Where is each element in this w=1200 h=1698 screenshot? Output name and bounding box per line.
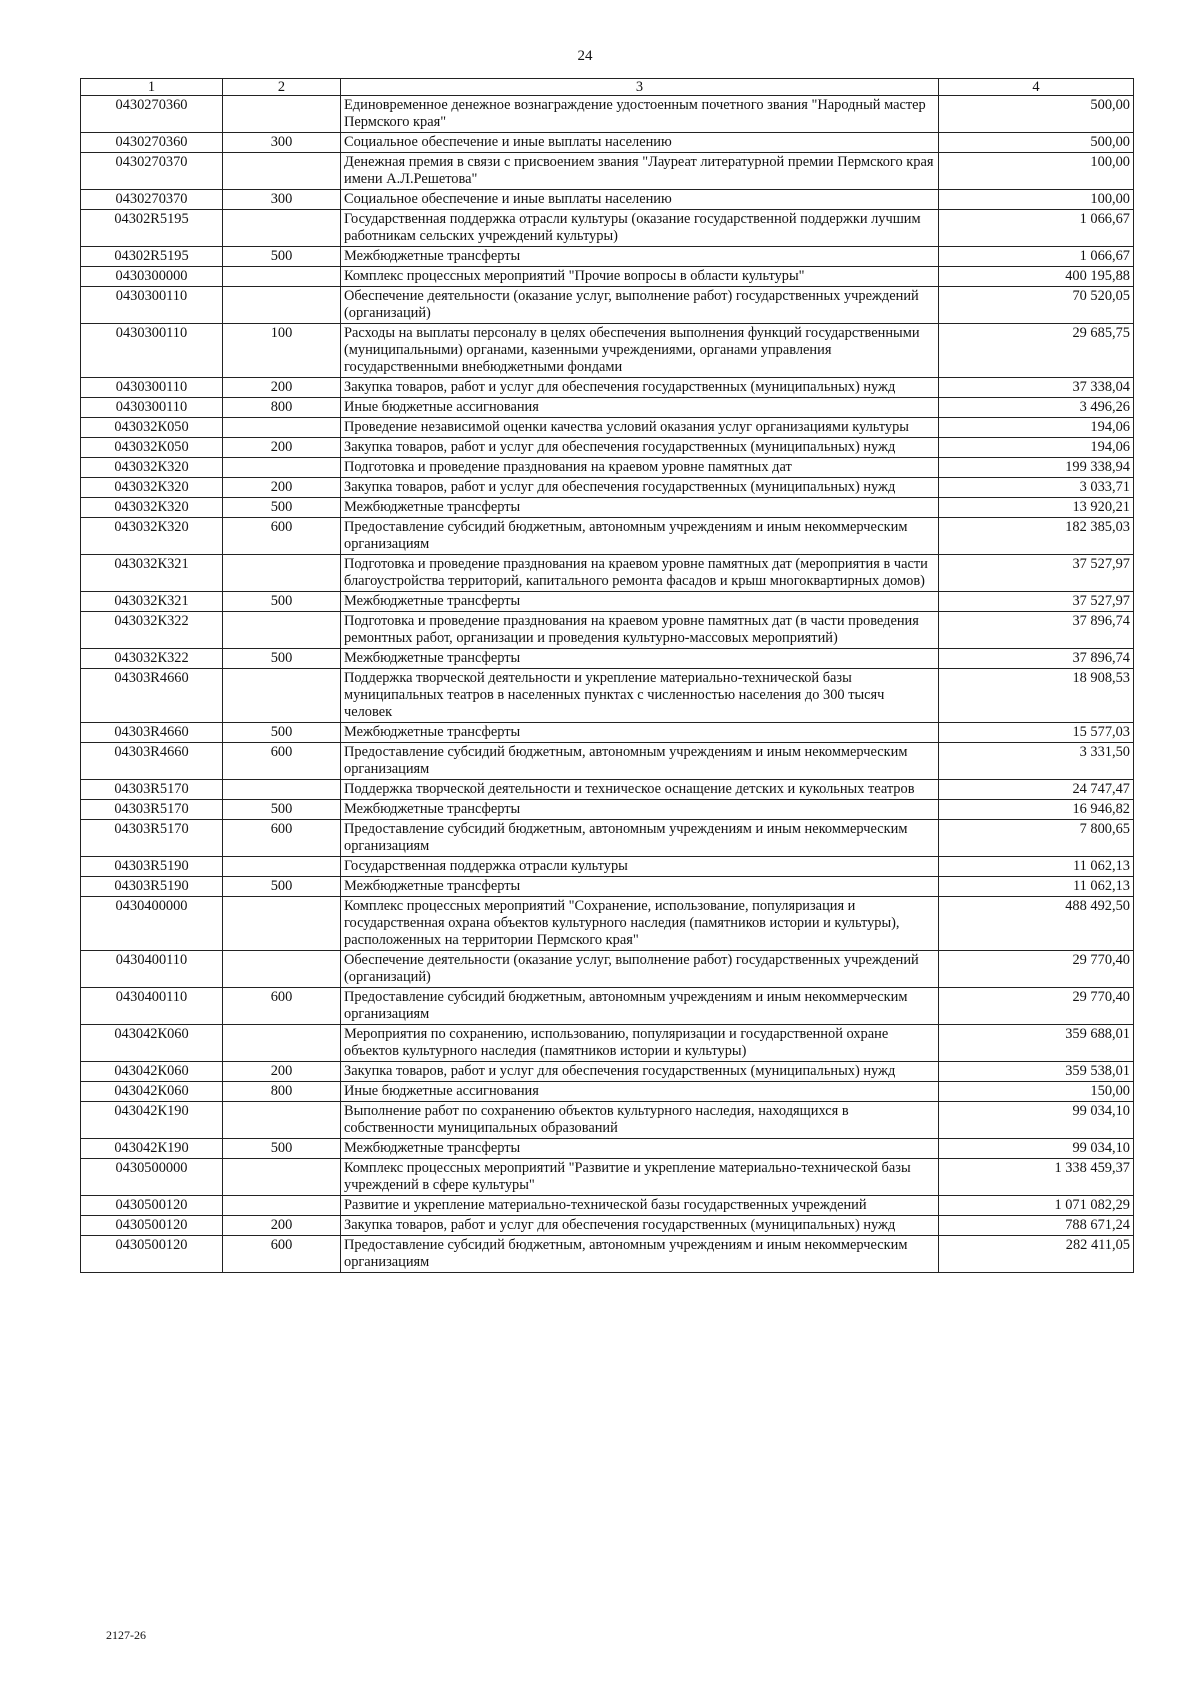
- cell-group: [223, 1196, 341, 1216]
- cell-amount: 37 896,74: [939, 612, 1134, 649]
- cell-group: [223, 951, 341, 988]
- cell-name: Межбюджетные трансферты: [341, 247, 939, 267]
- cell-amount: 29 685,75: [939, 324, 1134, 378]
- cell-name: Обеспечение деятельности (оказание услуг, выполнение работ) государственных учреждений (организаций): [341, 287, 939, 324]
- cell-amount: 1 066,67: [939, 247, 1134, 267]
- table-row: [81, 555, 1134, 592]
- table-row: [81, 800, 1134, 820]
- cell-name: Обеспечение деятельности (оказание услуг, выполнение работ) государственных учреждений (организаций): [341, 951, 939, 988]
- cell-code: 043032К320: [81, 518, 223, 555]
- cell-amount: 194,06: [939, 418, 1134, 438]
- cell-group: 500: [223, 498, 341, 518]
- cell-group: 600: [223, 743, 341, 780]
- cell-code: 043032К050: [81, 438, 223, 458]
- cell-group: 500: [223, 877, 341, 897]
- cell-code: 043032К320: [81, 458, 223, 478]
- cell-group: [223, 555, 341, 592]
- cell-group: 200: [223, 478, 341, 498]
- cell-name: Мероприятия по сохранению, использованию, популяризации и государственной охране объектов культурного наследия (памятников истории и культуры): [341, 1025, 939, 1062]
- budget-table: [80, 78, 1134, 1273]
- table-row: [81, 96, 1134, 133]
- table-row: [81, 1062, 1134, 1082]
- cell-code: 043032К321: [81, 592, 223, 612]
- table-row: [81, 378, 1134, 398]
- cell-group: [223, 287, 341, 324]
- cell-code: 0430400000: [81, 897, 223, 951]
- cell-name: Предоставление субсидий бюджетным, автономным учреждениям и иным некоммерческим организациям: [341, 820, 939, 857]
- table-row: [81, 951, 1134, 988]
- table-row: [81, 1159, 1134, 1196]
- cell-code: 0430500120: [81, 1196, 223, 1216]
- cell-group: 600: [223, 820, 341, 857]
- cell-amount: 3 033,71: [939, 478, 1134, 498]
- table-row: [81, 478, 1134, 498]
- table-row: [81, 324, 1134, 378]
- cell-group: 600: [223, 1236, 341, 1273]
- cell-code: 0430400110: [81, 988, 223, 1025]
- cell-code: 04303R5190: [81, 877, 223, 897]
- cell-group: [223, 96, 341, 133]
- cell-name: Межбюджетные трансферты: [341, 1139, 939, 1159]
- cell-code: 043032К322: [81, 649, 223, 669]
- table-row: [81, 1216, 1134, 1236]
- cell-amount: 150,00: [939, 1082, 1134, 1102]
- cell-code: 043032К320: [81, 478, 223, 498]
- cell-group: 100: [223, 324, 341, 378]
- cell-code: 0430500120: [81, 1216, 223, 1236]
- table-row: [81, 780, 1134, 800]
- table-row: [81, 133, 1134, 153]
- cell-code: 0430300110: [81, 398, 223, 418]
- cell-amount: 500,00: [939, 96, 1134, 133]
- cell-name: Комплекс процессных мероприятий "Прочие вопросы в области культуры": [341, 267, 939, 287]
- cell-group: [223, 210, 341, 247]
- cell-group: 800: [223, 1082, 341, 1102]
- cell-group: [223, 857, 341, 877]
- cell-name: Проведение независимой оценки качества условий оказания услуг организациями культуры: [341, 418, 939, 438]
- cell-group: 500: [223, 247, 341, 267]
- cell-group: [223, 1102, 341, 1139]
- table-row: [81, 498, 1134, 518]
- cell-amount: 99 034,10: [939, 1139, 1134, 1159]
- cell-code: 0430500000: [81, 1159, 223, 1196]
- table-row: [81, 857, 1134, 877]
- column-header-group: 2: [223, 79, 341, 96]
- cell-code: 04303R4660: [81, 743, 223, 780]
- cell-name: Иные бюджетные ассигнования: [341, 1082, 939, 1102]
- footer-code: 2127-26: [106, 1628, 146, 1642]
- table-row: [81, 247, 1134, 267]
- cell-name: Государственная поддержка отрасли культуры: [341, 857, 939, 877]
- cell-amount: 788 671,24: [939, 1216, 1134, 1236]
- cell-group: 300: [223, 190, 341, 210]
- cell-name: Предоставление субсидий бюджетным, автономным учреждениям и иным некоммерческим организациям: [341, 743, 939, 780]
- cell-group: [223, 153, 341, 190]
- cell-amount: 16 946,82: [939, 800, 1134, 820]
- cell-amount: 11 062,13: [939, 857, 1134, 877]
- cell-name: Развитие и укрепление материально-технической базы государственных учреждений: [341, 1196, 939, 1216]
- cell-code: 0430270360: [81, 133, 223, 153]
- cell-code: 043042К190: [81, 1139, 223, 1159]
- cell-group: 500: [223, 723, 341, 743]
- table-row: [81, 418, 1134, 438]
- table-row: [81, 877, 1134, 897]
- cell-name: Предоставление субсидий бюджетным, автономным учреждениям и иным некоммерческим организациям: [341, 988, 939, 1025]
- cell-name: Выполнение работ по сохранению объектов культурного наследия, находящихся в собственности муниципальных образований: [341, 1102, 939, 1139]
- cell-group: [223, 418, 341, 438]
- cell-code: 043042К060: [81, 1062, 223, 1082]
- cell-code: 0430300000: [81, 267, 223, 287]
- cell-name: Закупка товаров, работ и услуг для обеспечения государственных (муниципальных) нужд: [341, 1216, 939, 1236]
- cell-amount: 400 195,88: [939, 267, 1134, 287]
- cell-amount: 15 577,03: [939, 723, 1134, 743]
- cell-code: 04303R5170: [81, 800, 223, 820]
- cell-name: Предоставление субсидий бюджетным, автономным учреждениям и иным некоммерческим организациям: [341, 518, 939, 555]
- column-header-name: 3: [341, 79, 939, 96]
- table-row: [81, 897, 1134, 951]
- cell-group: [223, 669, 341, 723]
- table-row: [81, 649, 1134, 669]
- cell-code: 04303R5190: [81, 857, 223, 877]
- cell-code: 043042К060: [81, 1082, 223, 1102]
- cell-amount: 1 066,67: [939, 210, 1134, 247]
- table-row: [81, 592, 1134, 612]
- cell-amount: 29 770,40: [939, 951, 1134, 988]
- cell-name: Комплекс процессных мероприятий "Развитие и укрепление материально-технической базы учреждений в сфере культуры": [341, 1159, 939, 1196]
- cell-code: 0430400110: [81, 951, 223, 988]
- cell-code: 04303R4660: [81, 723, 223, 743]
- table-row: [81, 518, 1134, 555]
- cell-amount: 282 411,05: [939, 1236, 1134, 1273]
- cell-code: 0430300110: [81, 324, 223, 378]
- cell-name: Межбюджетные трансферты: [341, 498, 939, 518]
- cell-amount: 11 062,13: [939, 877, 1134, 897]
- cell-name: Поддержка творческой деятельности и техническое оснащение детских и кукольных театров: [341, 780, 939, 800]
- table-row: [81, 267, 1134, 287]
- cell-code: 04302R5195: [81, 210, 223, 247]
- cell-amount: 500,00: [939, 133, 1134, 153]
- cell-amount: 100,00: [939, 190, 1134, 210]
- cell-amount: 199 338,94: [939, 458, 1134, 478]
- cell-name: Подготовка и проведение празднования на краевом уровне памятных дат (мероприятия в части благоустройства территорий, капитального ремонта фасадов и крыш многоквартирных домов): [341, 555, 939, 592]
- header-row: [81, 79, 1134, 96]
- table-row: [81, 190, 1134, 210]
- cell-amount: 7 800,65: [939, 820, 1134, 857]
- cell-amount: 99 034,10: [939, 1102, 1134, 1139]
- cell-name: Социальное обеспечение и иные выплаты населению: [341, 133, 939, 153]
- cell-amount: 37 338,04: [939, 378, 1134, 398]
- table-row: [81, 287, 1134, 324]
- table-row: [81, 1236, 1134, 1273]
- cell-name: Межбюджетные трансферты: [341, 877, 939, 897]
- cell-name: Государственная поддержка отрасли культуры (оказание государственной поддержки лучшим работникам сельских учреждений культуры): [341, 210, 939, 247]
- cell-group: [223, 1025, 341, 1062]
- table-row: [81, 820, 1134, 857]
- cell-amount: 194,06: [939, 438, 1134, 458]
- cell-group: [223, 780, 341, 800]
- cell-name: Единовременное денежное вознаграждение удостоенным почетного звания "Народный мастер Пермского края": [341, 96, 939, 133]
- cell-code: 043032К321: [81, 555, 223, 592]
- cell-group: [223, 267, 341, 287]
- cell-name: Закупка товаров, работ и услуг для обеспечения государственных (муниципальных) нужд: [341, 1062, 939, 1082]
- cell-group: 800: [223, 398, 341, 418]
- cell-group: 500: [223, 592, 341, 612]
- cell-code: 04303R5170: [81, 820, 223, 857]
- cell-name: Межбюджетные трансферты: [341, 592, 939, 612]
- cell-amount: 359 688,01: [939, 1025, 1134, 1062]
- column-header-code: 1: [81, 79, 223, 96]
- cell-name: Иные бюджетные ассигнования: [341, 398, 939, 418]
- cell-name: Подготовка и проведение празднования на краевом уровне памятных дат: [341, 458, 939, 478]
- table-row: [81, 210, 1134, 247]
- cell-name: Межбюджетные трансферты: [341, 800, 939, 820]
- cell-amount: 37 527,97: [939, 592, 1134, 612]
- cell-name: Закупка товаров, работ и услуг для обеспечения государственных (муниципальных) нужд: [341, 478, 939, 498]
- cell-amount: 24 747,47: [939, 780, 1134, 800]
- cell-amount: 18 908,53: [939, 669, 1134, 723]
- table-row: [81, 153, 1134, 190]
- cell-amount: 488 492,50: [939, 897, 1134, 951]
- cell-amount: 182 385,03: [939, 518, 1134, 555]
- cell-code: 04303R5170: [81, 780, 223, 800]
- cell-group: [223, 1159, 341, 1196]
- cell-amount: 37 527,97: [939, 555, 1134, 592]
- cell-name: Межбюджетные трансферты: [341, 649, 939, 669]
- cell-name: Денежная премия в связи с присвоением звания "Лауреат литературной премии Пермского края имени А.Л.Решетова": [341, 153, 939, 190]
- cell-name: Комплекс процессных мероприятий "Сохранение, использование, популяризация и государственная охрана объектов культурного наследия (памятников истории и культуры), расположенных на территории Пермского края": [341, 897, 939, 951]
- cell-code: 0430300110: [81, 287, 223, 324]
- cell-amount: 1 338 459,37: [939, 1159, 1134, 1196]
- cell-amount: 3 496,26: [939, 398, 1134, 418]
- cell-group: 200: [223, 1062, 341, 1082]
- table-row: [81, 1196, 1134, 1216]
- table-row: [81, 398, 1134, 418]
- table-row: [81, 723, 1134, 743]
- cell-code: 043032К320: [81, 498, 223, 518]
- table-row: [81, 438, 1134, 458]
- cell-code: 0430500120: [81, 1236, 223, 1273]
- table-row: [81, 1025, 1134, 1062]
- cell-code: 0430300110: [81, 378, 223, 398]
- cell-name: Подготовка и проведение празднования на краевом уровне памятных дат (в части проведения ремонтных работ, организации и проведения культурно-массовых мероприятий): [341, 612, 939, 649]
- cell-group: [223, 612, 341, 649]
- cell-code: 04302R5195: [81, 247, 223, 267]
- cell-code: 043032К050: [81, 418, 223, 438]
- table-row: [81, 458, 1134, 478]
- table-row: [81, 1139, 1134, 1159]
- cell-group: 600: [223, 988, 341, 1025]
- table-row: [81, 669, 1134, 723]
- cell-code: 0430270370: [81, 190, 223, 210]
- cell-group: 300: [223, 133, 341, 153]
- table-row: [81, 612, 1134, 649]
- cell-amount: 1 071 082,29: [939, 1196, 1134, 1216]
- cell-name: Предоставление субсидий бюджетным, автономным учреждениям и иным некоммерческим организациям: [341, 1236, 939, 1273]
- cell-amount: 70 520,05: [939, 287, 1134, 324]
- cell-name: Закупка товаров, работ и услуг для обеспечения государственных (муниципальных) нужд: [341, 438, 939, 458]
- table-row: [81, 743, 1134, 780]
- cell-code: 043032К322: [81, 612, 223, 649]
- cell-code: 043042К190: [81, 1102, 223, 1139]
- cell-group: 500: [223, 649, 341, 669]
- cell-name: Поддержка творческой деятельности и укрепление материально-технической базы муниципальных театров в населенных пунктах с численностью населения до 300 тысяч человек: [341, 669, 939, 723]
- table-row: [81, 1082, 1134, 1102]
- cell-group: [223, 458, 341, 478]
- cell-group: 500: [223, 1139, 341, 1159]
- cell-group: [223, 897, 341, 951]
- cell-name: Социальное обеспечение и иные выплаты населению: [341, 190, 939, 210]
- cell-name: Закупка товаров, работ и услуг для обеспечения государственных (муниципальных) нужд: [341, 378, 939, 398]
- cell-name: Межбюджетные трансферты: [341, 723, 939, 743]
- cell-amount: 3 331,50: [939, 743, 1134, 780]
- cell-code: 0430270370: [81, 153, 223, 190]
- table-row: [81, 988, 1134, 1025]
- cell-group: 500: [223, 800, 341, 820]
- cell-code: 0430270360: [81, 96, 223, 133]
- cell-group: 600: [223, 518, 341, 555]
- cell-code: 04303R4660: [81, 669, 223, 723]
- page-number: 24: [577, 48, 593, 64]
- cell-amount: 359 538,01: [939, 1062, 1134, 1082]
- cell-amount: 100,00: [939, 153, 1134, 190]
- cell-amount: 29 770,40: [939, 988, 1134, 1025]
- column-header-amount: 4: [939, 79, 1134, 96]
- cell-group: 200: [223, 378, 341, 398]
- cell-group: 200: [223, 1216, 341, 1236]
- cell-amount: 37 896,74: [939, 649, 1134, 669]
- cell-group: 200: [223, 438, 341, 458]
- table-row: [81, 1102, 1134, 1139]
- cell-name: Расходы на выплаты персоналу в целях обеспечения выполнения функций государственными (муниципальными) органами, казенными учреждениями, органами управления государственными внебюджетными фондами: [341, 324, 939, 378]
- cell-code: 043042К060: [81, 1025, 223, 1062]
- cell-amount: 13 920,21: [939, 498, 1134, 518]
